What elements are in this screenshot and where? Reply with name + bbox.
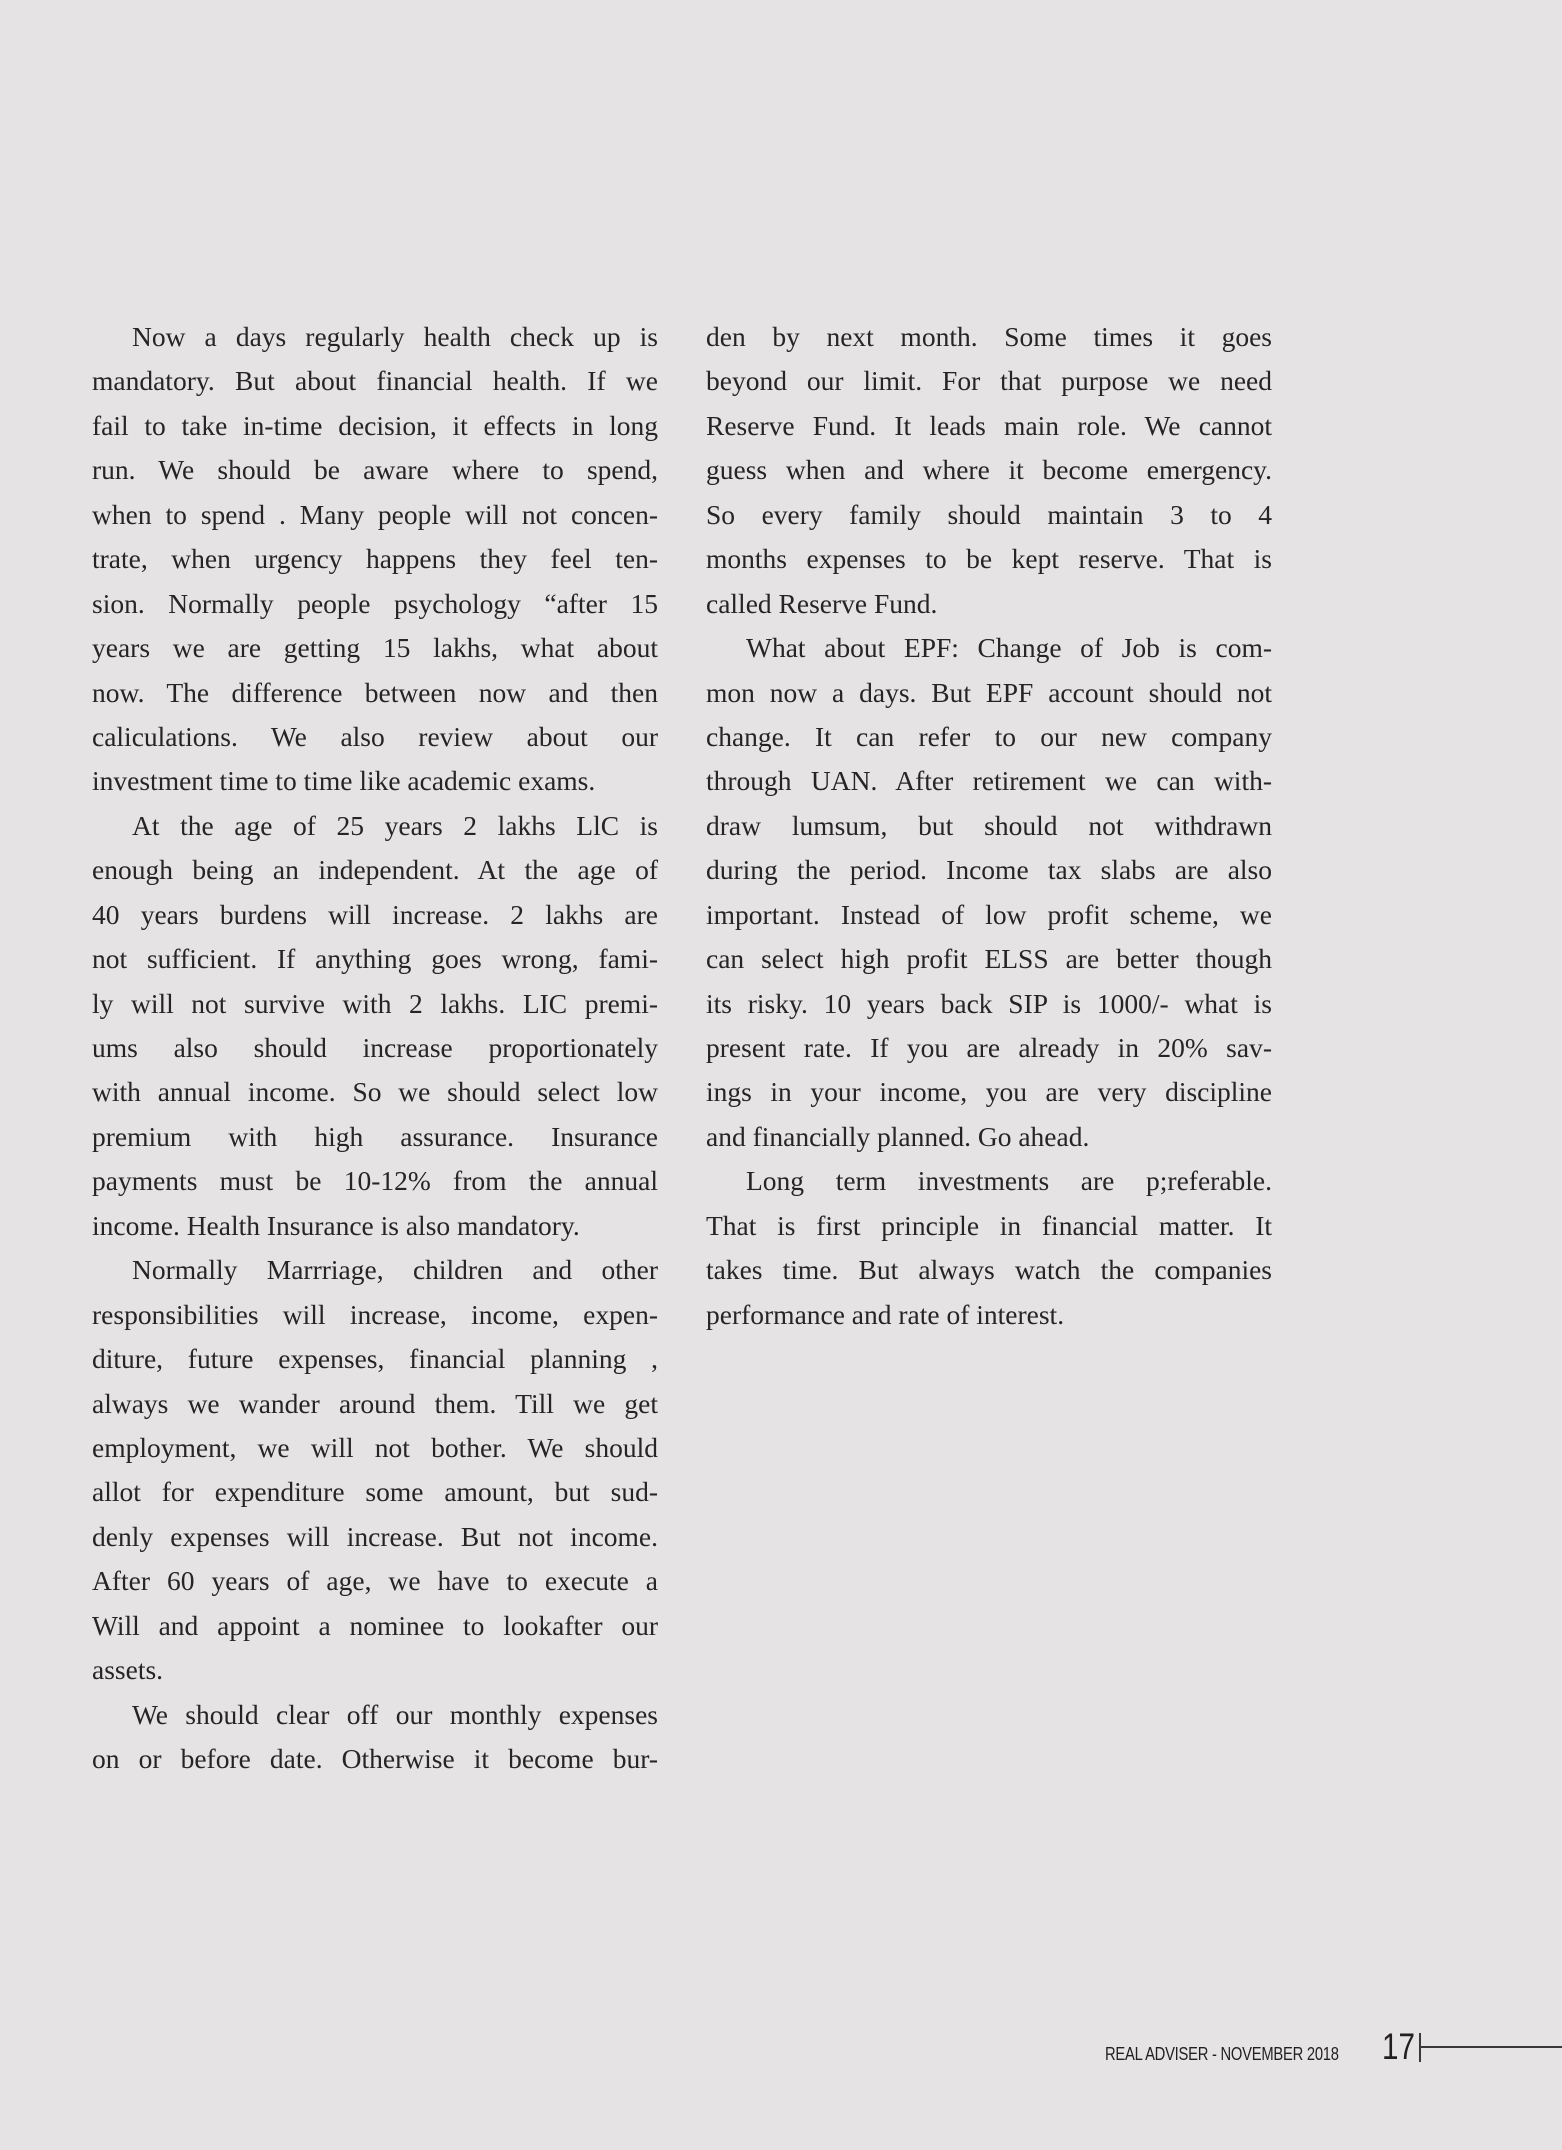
- text-line: not sufficient. If anything goes wrong, fami-: [92, 943, 658, 975]
- article-column-right: [706, 315, 1272, 1337]
- text-line: trate, when urgency happens they feel ten-: [92, 543, 658, 575]
- text-line: We should clear off our monthly expenses: [132, 1698, 658, 1730]
- footer-rule-horizontal: [1420, 2046, 1562, 2048]
- text-line: ings in your income, you are very discipline: [706, 1076, 1272, 1108]
- text-line: sion. Normally people psychology “after 15: [92, 587, 658, 619]
- text-line: on or before date. Otherwise it become bur-: [92, 1743, 658, 1774]
- text-line: At the age of 25 years 2 lakhs LlC is: [132, 809, 658, 841]
- text-line: enough being an independent. At the age of: [92, 854, 658, 886]
- text-line: Will and appoint a nominee to lookafter our: [92, 1609, 658, 1641]
- text-line: present rate. If you are already in 20% sav-: [706, 1032, 1272, 1063]
- text-line: denly expenses will increase. But not income.: [92, 1520, 658, 1552]
- text-line: when to spend . Many people will not concen-: [92, 498, 658, 530]
- text-line: Normally Marrriage, children and other: [132, 1254, 658, 1286]
- text-line: draw lumsum, but should not withdrawn: [706, 809, 1272, 841]
- article-column-left: [92, 315, 658, 1781]
- text-line: months expenses to be kept reserve. That is: [706, 543, 1272, 575]
- text-line: What about EPF: Change of Job is com-: [746, 632, 1272, 664]
- text-line: and financially planned. Go ahead.: [706, 1120, 1090, 1152]
- footer-publication: REAL ADVISER - NOVEMBER 2018: [1105, 2044, 1339, 2064]
- text-line: always we wander around them. Till we get: [92, 1387, 658, 1419]
- text-line: ums also should increase proportionately: [92, 1032, 658, 1063]
- text-line: caliculations. We also review about our: [92, 720, 658, 752]
- text-line: income. Health Insurance is also mandatory.: [92, 1209, 580, 1241]
- text-line: investment time to time like academic exams.: [92, 765, 596, 797]
- text-line: Reserve Fund. It leads main role. We cannot: [706, 409, 1272, 441]
- text-line: Long term investments are p;referable.: [746, 1165, 1272, 1197]
- text-line: ly will not survive with 2 lakhs. LIC premi-: [92, 987, 658, 1019]
- text-line: mandatory. But about financial health. If we: [92, 365, 658, 397]
- text-line: fail to take in-time decision, it effects in long: [92, 409, 658, 441]
- text-line: guess when and where it become emergency.: [706, 454, 1272, 486]
- text-line: responsibilities will increase, income, expen-: [92, 1298, 658, 1330]
- text-line: during the period. Income tax slabs are also: [706, 854, 1272, 886]
- text-line: employment, we will not bother. We should: [92, 1431, 658, 1463]
- text-line: change. It can refer to our new company: [706, 720, 1272, 752]
- text-line: can select high profit ELSS are better though: [706, 943, 1272, 975]
- text-line: performance and rate of interest.: [706, 1298, 1065, 1330]
- text-line: 40 years burdens will increase. 2 lakhs are: [92, 898, 658, 930]
- text-line: its risky. 10 years back SIP is 1000/- what is: [706, 987, 1272, 1019]
- text-line: diture, future expenses, financial planning ,: [92, 1343, 658, 1375]
- text-line: with annual income. So we should select low: [92, 1076, 658, 1108]
- text-line: So every family should maintain 3 to 4: [706, 498, 1272, 530]
- page-number: 17: [1382, 2026, 1415, 2067]
- text-line: beyond our limit. For that purpose we need: [706, 365, 1272, 397]
- text-line: payments must be 10-12% from the annual: [92, 1165, 658, 1197]
- text-line: assets.: [92, 1654, 164, 1686]
- text-line: important. Instead of low profit scheme, we: [706, 898, 1272, 930]
- text-line: Now a days regularly health check up is: [132, 321, 658, 352]
- text-line: run. We should be aware where to spend,: [92, 454, 658, 486]
- text-line: takes time. But always watch the companies: [706, 1254, 1272, 1286]
- text-line: called Reserve Fund.: [706, 587, 938, 619]
- text-line: That is first principle in financial matter. It: [706, 1209, 1272, 1241]
- text-line: years we are getting 15 lakhs, what about: [92, 632, 658, 664]
- text-line: mon now a days. But EPF account should not: [706, 676, 1272, 708]
- text-line: den by next month. Some times it goes: [706, 321, 1272, 352]
- text-line: premium with high assurance. Insurance: [92, 1120, 658, 1152]
- text-line: After 60 years of age, we have to execute a: [92, 1565, 658, 1597]
- text-line: now. The difference between now and then: [92, 676, 658, 708]
- text-line: through UAN. After retirement we can with-: [706, 765, 1272, 797]
- text-line: allot for expenditure some amount, but sud-: [92, 1476, 658, 1508]
